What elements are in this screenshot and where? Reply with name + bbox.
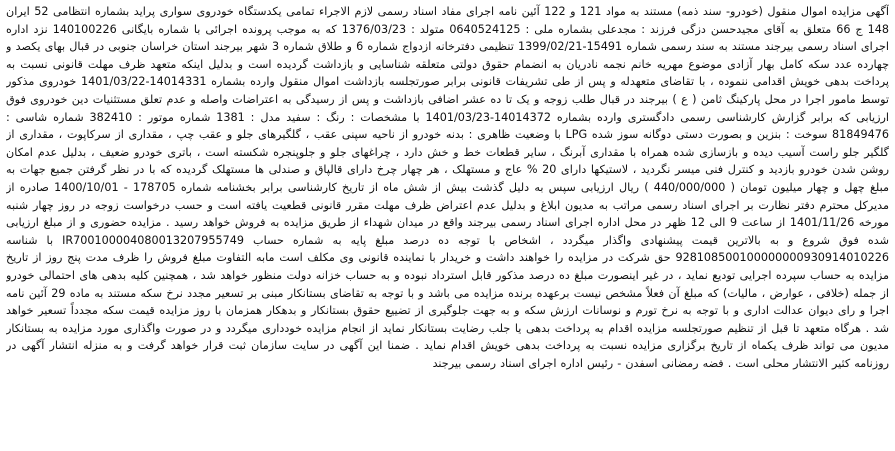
- auction-notice: [6, 3, 889, 447]
- notice-text: آگهی مزایده اموال منقول (خودرو- سند ذمه) مستند به مواد 121 و 122 آئین نامه اجرای مفاد اسناد رسمی لازم الاجراء تمامی یکدستگاه خودروی سواری پراید بشماره انتظامی 52 ایران 148 ج 66 متعلق به آقای مجیدحسن دزگی فرزند : مجدعلی بشماره ملی : 0640524125 متولد : 1376/03/23 که به موجب پرونده اجرائی با شماره بایگانی 140100226 نزد اداره اجرای اسناد رسمی بیرجند مستند به سند رسمی شماره 15491-1399/02/21 تنظیمی دفترخانه ازدواج شماره 6 و طلاق شماره 3 شهر بیرجند استان خراسان جنوبی در قبال بهای یکصد و چهارده عدد سکه کامل بهار آزادی موضوع مهریه خانم نجمه نادریان به انضمام حقوق دولتی متعلقه شناسایی و بازداشت گردیده است و بدلیل اینکه متعهد ظرف مهلت قانونی نسبت به پرداخت بدهی خویش اقدامی ننموده ، با تقاضای متعهدله و پس از طی تشریفات قانونی برابر صورتجلسه بازداشت اموال منقول وارده بشماره 14014331-1401/03/22 خودروی مذکور توسط مامور اجرا در محل پارکینگ ثامن ( ع ) بیرجند در قبال طلب زوجه و یک تا ده عشر اضافی بازداشت و پس از رسیدگی به اعتراضات واصله و عدم تعلق مستثنیات دین خودروی فوق ارزیابی که برابر گزارش کارشناسی رسمی دادگستری وارده بشماره 14014372-1401/03/23 با مشخصات : رنگ : سفید مدل : 1381 شماره موتور : 382410 شماره شاسی : 81849476 سوخت : بنزین و بصورت دستی دوگانه سوز شده LPG با وضعیت ظاهری : بدنه خودرو از ناحیه سپنی عقب ، گلگیرهای جلو و عقب چپ ، مقداری از سرکاپوت ، مقداری از گلگیر جلو راست آسیب دیده و بازسازی شده همراه با مقداری آبرنگ ، سایر قطعات خط و خش دارد ، چراغهای جلو و جلوپنجره شکسته است ، باتری خودرو ضعیف ، بدلیل عدم امکان روشن شدن خودرو بازدید و کنترل فنی میسر نگردید ، لاستیکها دارای 20 % عاج و مستهلک ، هر چهار چرخ دارای قالپاق و صندلی ها مستهلک گردیده که با در نظر گرفتن جمیع جهات به مبلغ چهل و چهار میلیون تومان ( 440/000/000 ) ریال ارزیابی سپس به دلیل گذشت بیش از شش ماه از تاریخ کارشناسی برابر بخشنامه شماره 178705 - 1400/10/01 صادره از مدیرکل محترم دفتر نظارت بر اجرای اسناد رسمی مراتب به مدیون ابلاغ و بدلیل عدم اعتراض ظرف مهلت مقرر قانونی قطعیت یافته است و حسب درخواست زوجه در روز چهار شنبه مورخه 1401/11/26 از ساعت 9 الی 12 ظهر در محل اداره اجرای اسناد رسمی بیرجند واقع در میدان شهداء از طریق مزایده به فروش خواهد رسید . مزایده حضوری و از مبلغ ارزیابی شده فوق شروع و به بالاترین قیمت پیشنهادی واگذار میگردد ، اشخاص با توجه ده درصد مبلغ پایه به شماره حساب IR700100004080013207955749 با شناسه 928108500100000000930914010226 حق شرکت در مزایده را خواهند داشت و خریدار با نماینده قانونی وی مکلف است مابه التفاوت مبلغ فروش را ظرف مدت پنج روز از تاریخ مزایده به حساب سپرده اجرایی تودیع نماید ، در غیر اینصورت مبلغ ده درصد مذکور قابل استرداد نبوده و به حساب خزانه دولت منظور خواهد شد ، همچنین کلیه بدهی های احتمالی خودرو از جمله (خلافی ، عوارض ، مالیات) که مبلغ آن فعلاً مشخص نیست برعهده برنده مزایده می باشد و با توجه به تقاضای بستانکار مبنی بر تسعیر مجدد نرخ سکه مستند به ماده 29 آئین نامه اجرا و رای دیوان عدالت اداری و با توجه به نرخ تورم و نوسانات ارزش سکه و به جهت جلوگیری از تضییع حقوق بستانکار و بدهکار همزمان با روز مزایده قیمت سکه مجدداً تسعیر خواهد شد . هرگاه متعهد تا قبل از تنظیم صورتجلسه مزایده اقدام به پرداخت بدهی یا جلب رضایت بستانکار نماید از انجام مزایده خودداری میگردد و در صورت واگذاری مورد مزایده به بستانکار مدیون می تواند ظرف یکماه از تاریخ برگزاری مزایده نسبت به پرداخت بدهی خویش اقدام نماید . ضمنا این آگهی در سایت سازمان ثبت قرار خواهد گرفت و به منزله انتشار آگهی در روزنامه کثیر الانتشار محلی است . فضه رمضانی اسفدن - رئیس اداره اجرای اسناد رسمی بیرجند: [6, 5, 889, 370]
